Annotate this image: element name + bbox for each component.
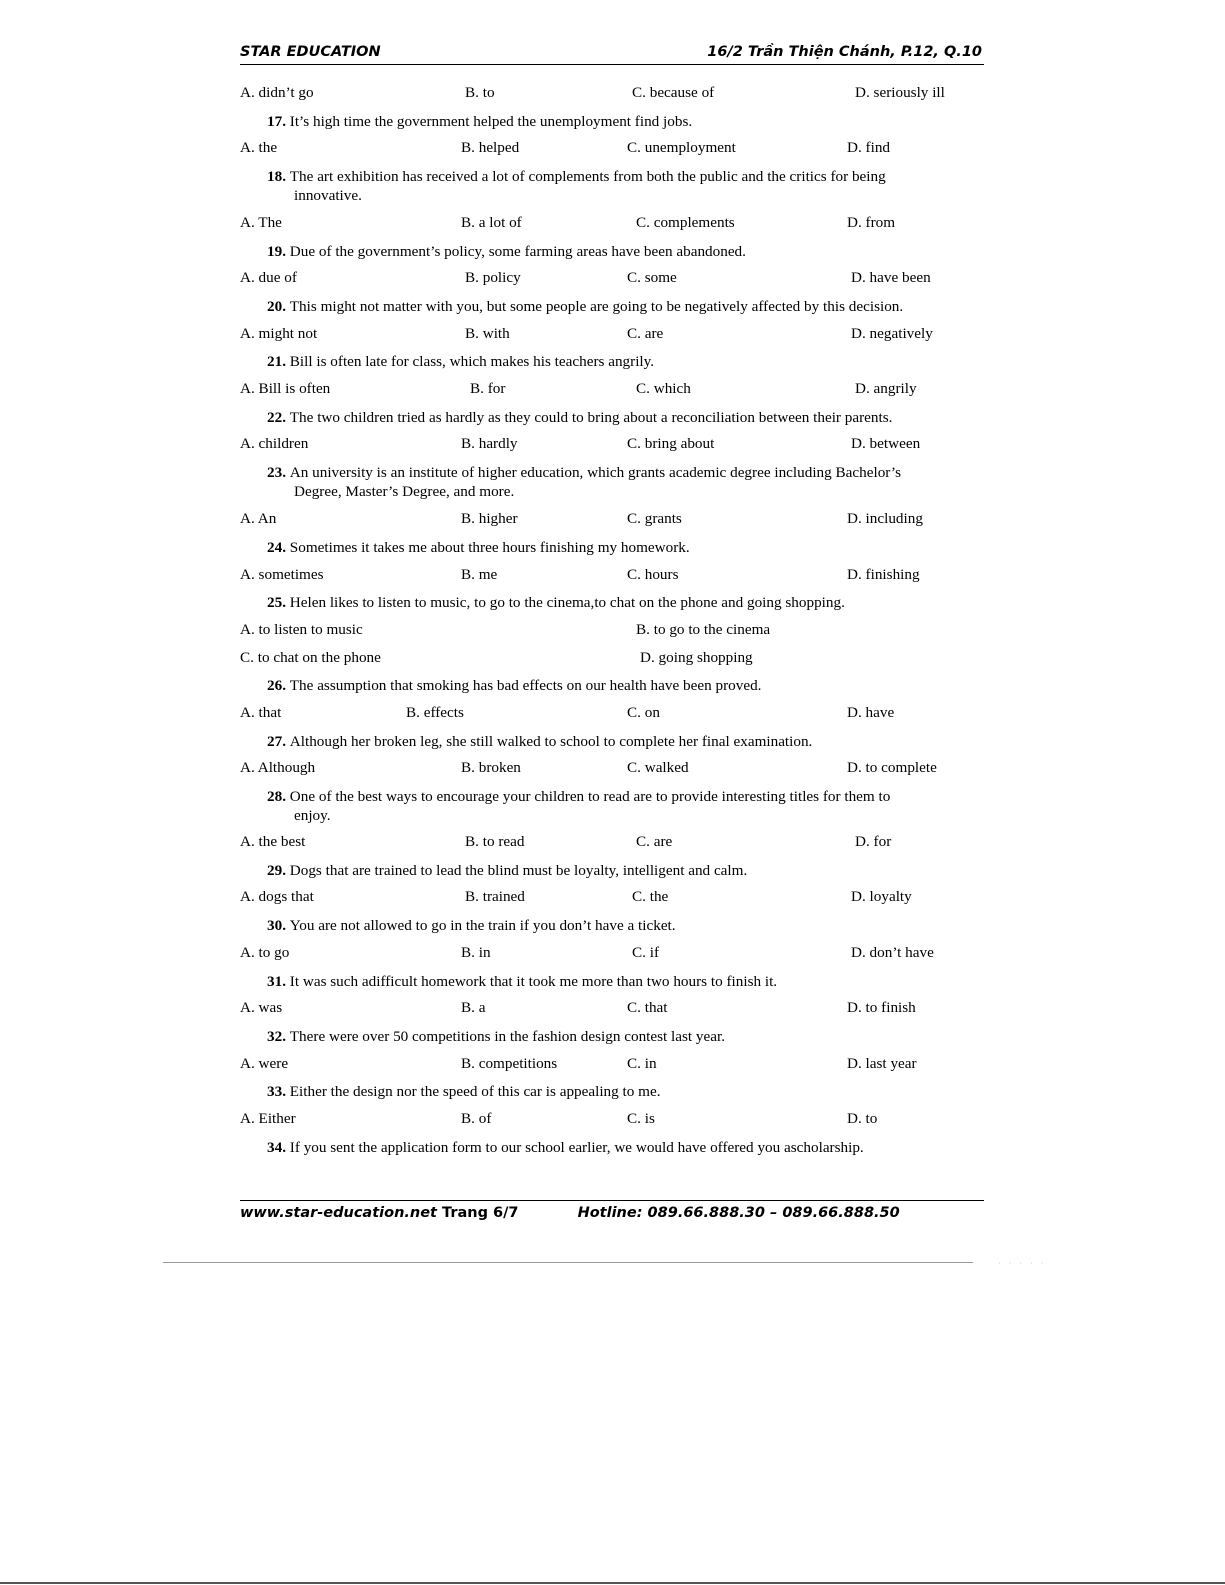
answer-option[interactable]: D. negatively	[851, 325, 933, 342]
answer-option[interactable]: B. policy	[465, 269, 521, 286]
answer-option[interactable]: C. on	[627, 704, 660, 721]
answer-option[interactable]: C. to chat on the phone	[240, 649, 381, 666]
answer-option[interactable]: B. me	[461, 566, 498, 583]
answer-option[interactable]: B. effects	[406, 704, 464, 721]
answer-option[interactable]: D. loyalty	[851, 888, 912, 905]
answer-option[interactable]: D. find	[847, 139, 891, 156]
answer-option[interactable]: C. if	[632, 944, 660, 961]
answer-option[interactable]: B. to go to the cinema	[636, 621, 771, 638]
question-stem	[267, 538, 1047, 557]
scan-artifact: · · · · ·	[998, 1259, 1047, 1268]
answer-option[interactable]: B. for	[470, 380, 506, 397]
answer-option[interactable]: D. don’t have	[851, 944, 934, 961]
question-text: It was such adifficult homework that it took me more than two hours to finish it.	[289, 973, 778, 990]
answer-option[interactable]: C. walked	[627, 759, 689, 776]
answer-option[interactable]: A. might not	[240, 325, 318, 342]
school-name: STAR EDUCATION	[240, 44, 381, 60]
answer-option[interactable]: D. last year	[847, 1055, 917, 1072]
answer-option[interactable]: A. Bill is often	[240, 380, 331, 397]
answer-option[interactable]: B. broken	[461, 759, 521, 776]
question-stem	[267, 732, 1047, 751]
answer-option[interactable]: B. of	[461, 1110, 492, 1127]
question-stem	[267, 352, 1047, 371]
question-text: It’s high time the government helped the unemployment find jobs.	[289, 113, 693, 130]
question-text: You are not allowed to go in the train if you don’t have a ticket.	[289, 917, 676, 934]
question-text: There were over 50 competitions in the fashion design contest last year.	[289, 1028, 726, 1045]
page-number: Trang 6/7	[442, 1205, 519, 1221]
answer-option[interactable]: C. are	[636, 833, 673, 850]
question-text-continuation: Degree, Master’s Degree, and more.	[294, 483, 515, 500]
answer-option[interactable]: A. sometimes	[240, 566, 324, 583]
website-link[interactable]: www.star-education.net	[240, 1205, 437, 1221]
question-stem	[267, 1138, 1047, 1157]
question-text: One of the best ways to encourage your children to read are to provide interesting titles for them to	[289, 788, 891, 805]
answer-option[interactable]: B. competitions	[461, 1055, 558, 1072]
question-text: The art exhibition has received a lot of complements from both the public and the critics for being	[289, 168, 886, 185]
question-number: 19.	[267, 243, 290, 260]
answer-option[interactable]: C. bring about	[627, 435, 715, 452]
question-number: 33.	[267, 1083, 290, 1100]
answer-option[interactable]: A. to listen to music	[240, 621, 363, 638]
question-text-continuation: innovative.	[294, 187, 362, 204]
question-stem	[267, 1082, 1047, 1101]
answer-option[interactable]: D. finishing	[847, 566, 920, 583]
question-number: 22.	[267, 409, 290, 426]
answer-option[interactable]: B. to read	[465, 833, 525, 850]
answer-option[interactable]: C. grants	[627, 510, 682, 527]
question-number: 32.	[267, 1028, 290, 1045]
question-number: 31.	[267, 973, 290, 990]
question-stem	[267, 167, 1027, 205]
question-number: 20.	[267, 298, 290, 315]
question-text: An university is an institute of higher education, which grants academic degree including Bachelor’s	[289, 464, 902, 481]
question-stem	[267, 1027, 1047, 1046]
question-text: Either the design nor the speed of this car is appealing to me.	[289, 1083, 661, 1100]
answer-option[interactable]: A. Either	[240, 1110, 296, 1127]
answer-option[interactable]: C. hours	[627, 566, 679, 583]
answer-option[interactable]: A. that	[240, 704, 282, 721]
question-text: If you sent the application form to our school earlier, we would have offered you ascholarship.	[289, 1139, 864, 1156]
question-stem	[267, 297, 1047, 316]
hotline: Hotline: 089.66.888.30 – 089.66.888.50	[577, 1205, 900, 1221]
question-number: 28.	[267, 788, 290, 805]
question-number: 17.	[267, 113, 290, 130]
answer-option[interactable]: C. in	[627, 1055, 657, 1072]
answer-option[interactable]: A. Although	[240, 759, 316, 776]
question-text: This might not matter with you, but some people are going to be negatively affected by this decision.	[289, 298, 904, 315]
answer-option[interactable]: B. trained	[465, 888, 525, 905]
answer-option[interactable]: D. to finish	[847, 999, 916, 1016]
answer-option[interactable]: C. some	[627, 269, 677, 286]
answer-option[interactable]: C. the	[632, 888, 669, 905]
answer-option[interactable]: C. unemployment	[627, 139, 736, 156]
question-number: 29.	[267, 862, 290, 879]
school-address: 16/2 Trần Thiện Chánh, P.12, Q.10	[707, 44, 982, 60]
answer-option[interactable]: C. that	[627, 999, 668, 1016]
answer-option[interactable]: A. The	[240, 214, 282, 231]
question-stem	[267, 463, 1027, 501]
answer-option[interactable]: D. have	[847, 704, 895, 721]
answer-option[interactable]: B. higher	[461, 510, 518, 527]
answer-option[interactable]: C. complements	[636, 214, 735, 231]
answer-option[interactable]: C. is	[627, 1110, 655, 1127]
answer-option[interactable]: D. between	[851, 435, 921, 452]
question-stem	[267, 972, 1047, 991]
answer-option[interactable]: A. to go	[240, 944, 290, 961]
footer-divider	[240, 1200, 984, 1201]
question-number: 23.	[267, 464, 290, 481]
answer-option[interactable]: B. helped	[461, 139, 520, 156]
question-number: 21.	[267, 353, 290, 370]
answer-option[interactable]: A. dogs that	[240, 888, 314, 905]
page-footer	[240, 1205, 900, 1221]
question-stem	[267, 408, 1047, 427]
question-stem	[267, 676, 1047, 695]
question-number: 24.	[267, 539, 290, 556]
answer-option[interactable]: D. seriously ill	[855, 84, 945, 101]
answer-option[interactable]: A. was	[240, 999, 283, 1016]
answer-option[interactable]: D. have been	[851, 269, 931, 286]
page-header	[240, 44, 984, 65]
answer-option[interactable]: A. the best	[240, 833, 306, 850]
bottom-border	[0, 1582, 1225, 1584]
question-text: Due of the government’s policy, some farming areas have been abandoned.	[289, 243, 746, 260]
question-stem	[267, 112, 1047, 131]
answer-option[interactable]: D. including	[847, 510, 923, 527]
answer-option[interactable]: B. a lot of	[461, 214, 522, 231]
answer-option[interactable]: B. with	[465, 325, 510, 342]
question-number: 18.	[267, 168, 290, 185]
answer-option[interactable]: A. due of	[240, 269, 297, 286]
question-text: Helen likes to listen to music, to go to the cinema,to chat on the phone and going shopping.	[289, 594, 845, 611]
answer-option[interactable]: B. in	[461, 944, 491, 961]
page-divider	[163, 1262, 973, 1263]
answer-option[interactable]: D. angrily	[855, 380, 917, 397]
answer-option[interactable]: B. hardly	[461, 435, 518, 452]
question-text-continuation: enjoy.	[294, 807, 331, 824]
question-stem	[267, 787, 1027, 825]
question-text: The assumption that smoking has bad effects on our health have been proved.	[289, 677, 762, 694]
question-number: 34.	[267, 1139, 290, 1156]
answer-option[interactable]: D. going shopping	[640, 649, 753, 666]
answer-option[interactable]: B. a	[461, 999, 486, 1016]
question-text: Although her broken leg, she still walked to school to complete her final examination.	[289, 733, 813, 750]
question-stem	[267, 242, 1047, 261]
question-text: Dogs that are trained to lead the blind must be loyalty, intelligent and calm.	[289, 862, 748, 879]
answer-option[interactable]: A. didn’t go	[240, 84, 314, 101]
answer-option[interactable]: C. because of	[632, 84, 715, 101]
answer-option[interactable]: C. which	[636, 380, 691, 397]
question-stem	[267, 593, 1047, 612]
question-number: 25.	[267, 594, 290, 611]
question-stem	[267, 916, 1047, 935]
answer-option[interactable]: A. the	[240, 139, 278, 156]
question-text: Sometimes it takes me about three hours finishing my homework.	[289, 539, 690, 556]
answer-option[interactable]: A. were	[240, 1055, 289, 1072]
answer-option[interactable]: A. An	[240, 510, 277, 527]
question-text: The two children tried as hardly as they could to bring about a reconciliation between their parents.	[289, 409, 893, 426]
answer-option[interactable]: D. to complete	[847, 759, 937, 776]
answer-option[interactable]: D. to	[847, 1110, 878, 1127]
answer-option[interactable]: A. children	[240, 435, 309, 452]
answer-option[interactable]: C. are	[627, 325, 664, 342]
answer-option[interactable]: D. for	[855, 833, 892, 850]
question-number: 30.	[267, 917, 290, 934]
answer-option[interactable]: B. to	[465, 84, 495, 101]
question-number: 27.	[267, 733, 290, 750]
question-text: Bill is often late for class, which makes his teachers angrily.	[289, 353, 655, 370]
question-stem	[267, 861, 1047, 880]
answer-option[interactable]: D. from	[847, 214, 896, 231]
question-number: 26.	[267, 677, 290, 694]
